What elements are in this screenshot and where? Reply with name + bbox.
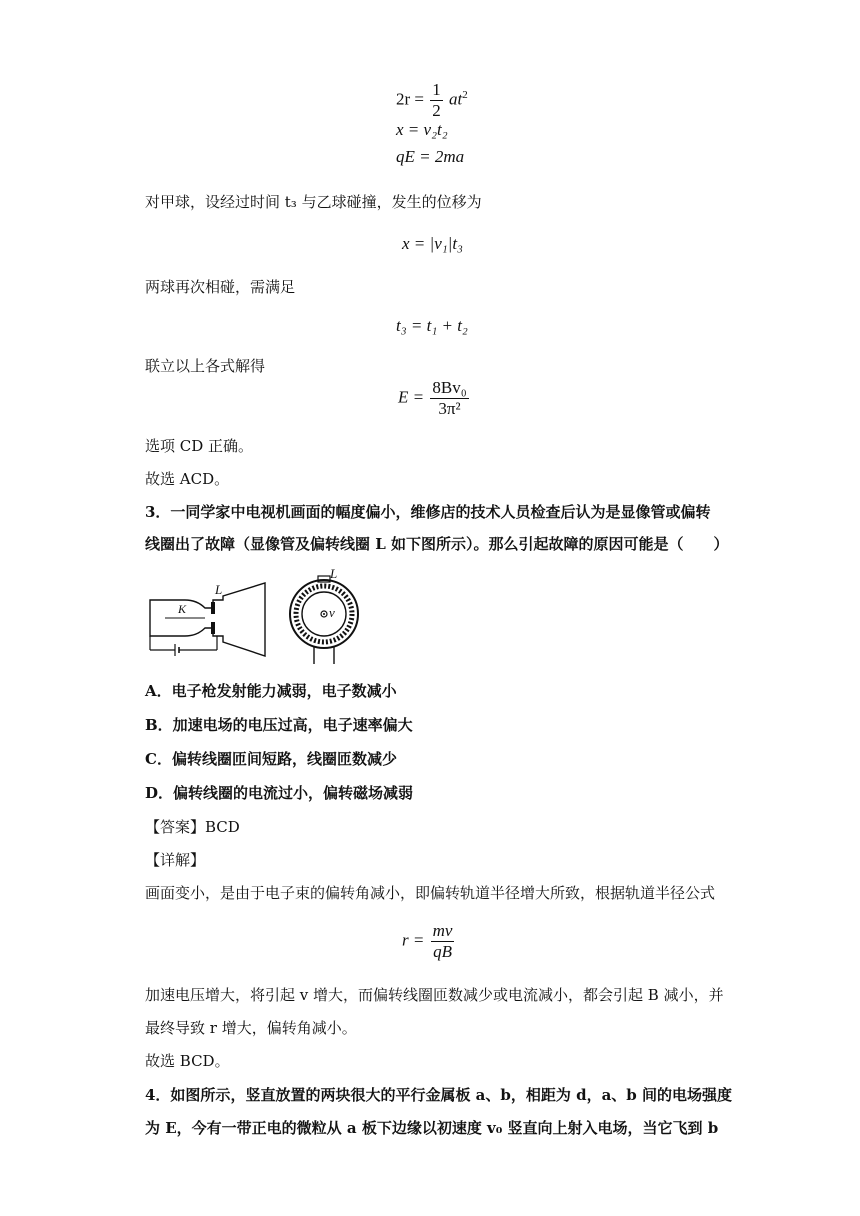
equation-r: r = $\frac{mv}{qB}$: [402, 921, 453, 961]
paragraph-collide-again: 两球再次相碰，需满足: [145, 278, 296, 296]
detail-paragraph-3: 最终导致 r 增大，偏转角减小。: [145, 1019, 357, 1037]
question3-stem-line2: 线圈出了故障（显像管及偏转线圈 L 如下图所示）。那么引起故障的原因可能是（ ）: [145, 535, 729, 553]
crt-tube-diagram: [145, 578, 275, 658]
deflection-coil-diagram: [282, 566, 372, 666]
paragraph-choose-acd: 故选 ACD。: [145, 470, 230, 488]
detail-paragraph-1: 画面变小，是由于电子束的偏转角减小，即偏转轨道半径增大所致，根据轨道半径公式: [145, 884, 716, 902]
question4-stem-line1: 4．如图所示，竖直放置的两块很大的平行金属板 a、b，相距为 d，a、b 间的电场强度: [145, 1086, 733, 1104]
option-c: C．偏转线圈匝间短路，线圈匝数减少: [145, 750, 397, 768]
fraction-E: $\frac{\text{8Bv₀}}{\text{3π²}}$: [432, 378, 467, 418]
fraction-one-half: $\frac{1}{2}$: [432, 80, 441, 120]
coil-label-v: v: [329, 605, 335, 620]
option-b: B．加速电场的电压过高，电子速率偏大: [145, 716, 413, 734]
question3-stem-line1: 3．一同学家中电视机画面的幅度偏小，维修店的技术人员检查后认为是显像管或偏转: [145, 503, 711, 521]
equation-t3: t₃ = t₁ + t₂: [396, 316, 468, 335]
paragraph-solve: 联立以上各式解得: [145, 357, 266, 375]
option-a: A．电子枪发射能力减弱，电子数减小: [145, 682, 397, 700]
detail-header: 【详解】: [145, 851, 206, 869]
paragraph-option-cd: 选项 CD 正确。: [145, 437, 254, 455]
question4-stem-line2: 为 E，今有一带正电的微粒从 a 板下边缘以初速度 v₀ 竖直向上射入电场，当它飞到 b: [145, 1119, 719, 1137]
crt-label-K: K: [178, 602, 187, 616]
equation-x-v1t3: x = |v₁|t₃: [402, 234, 463, 253]
equation-2r: 2r = $\frac{1}{2}$ $at^2$: [396, 80, 468, 120]
fraction-r: $\frac{mv}{qB}$: [432, 921, 453, 961]
detail-paragraph-2: 加速电压增大，将引起 v 增大，而偏转线圈匝数减少或电流减小，都会引起 B 减小，并: [145, 986, 724, 1004]
paragraph-jia-ball: 对甲球，设经过时间 t₃ 与乙球碰撞，发生的位移为: [145, 193, 482, 211]
equation-x-v2t2: x = v₂t₂: [396, 120, 448, 139]
answer-label: 【答案】BCD: [145, 818, 240, 836]
equation-qE: qE = 2ma: [396, 147, 465, 166]
detail-paragraph-4: 故选 BCD。: [145, 1052, 230, 1070]
equation-E: E = $\frac{\text{8Bv₀}}{\text{3π²}}$: [398, 378, 467, 418]
crt-label-L: L: [215, 582, 223, 597]
option-d: D．偏转线圈的电流过小，偏转磁场减弱: [145, 784, 414, 802]
coil-label-L: L: [330, 566, 338, 581]
